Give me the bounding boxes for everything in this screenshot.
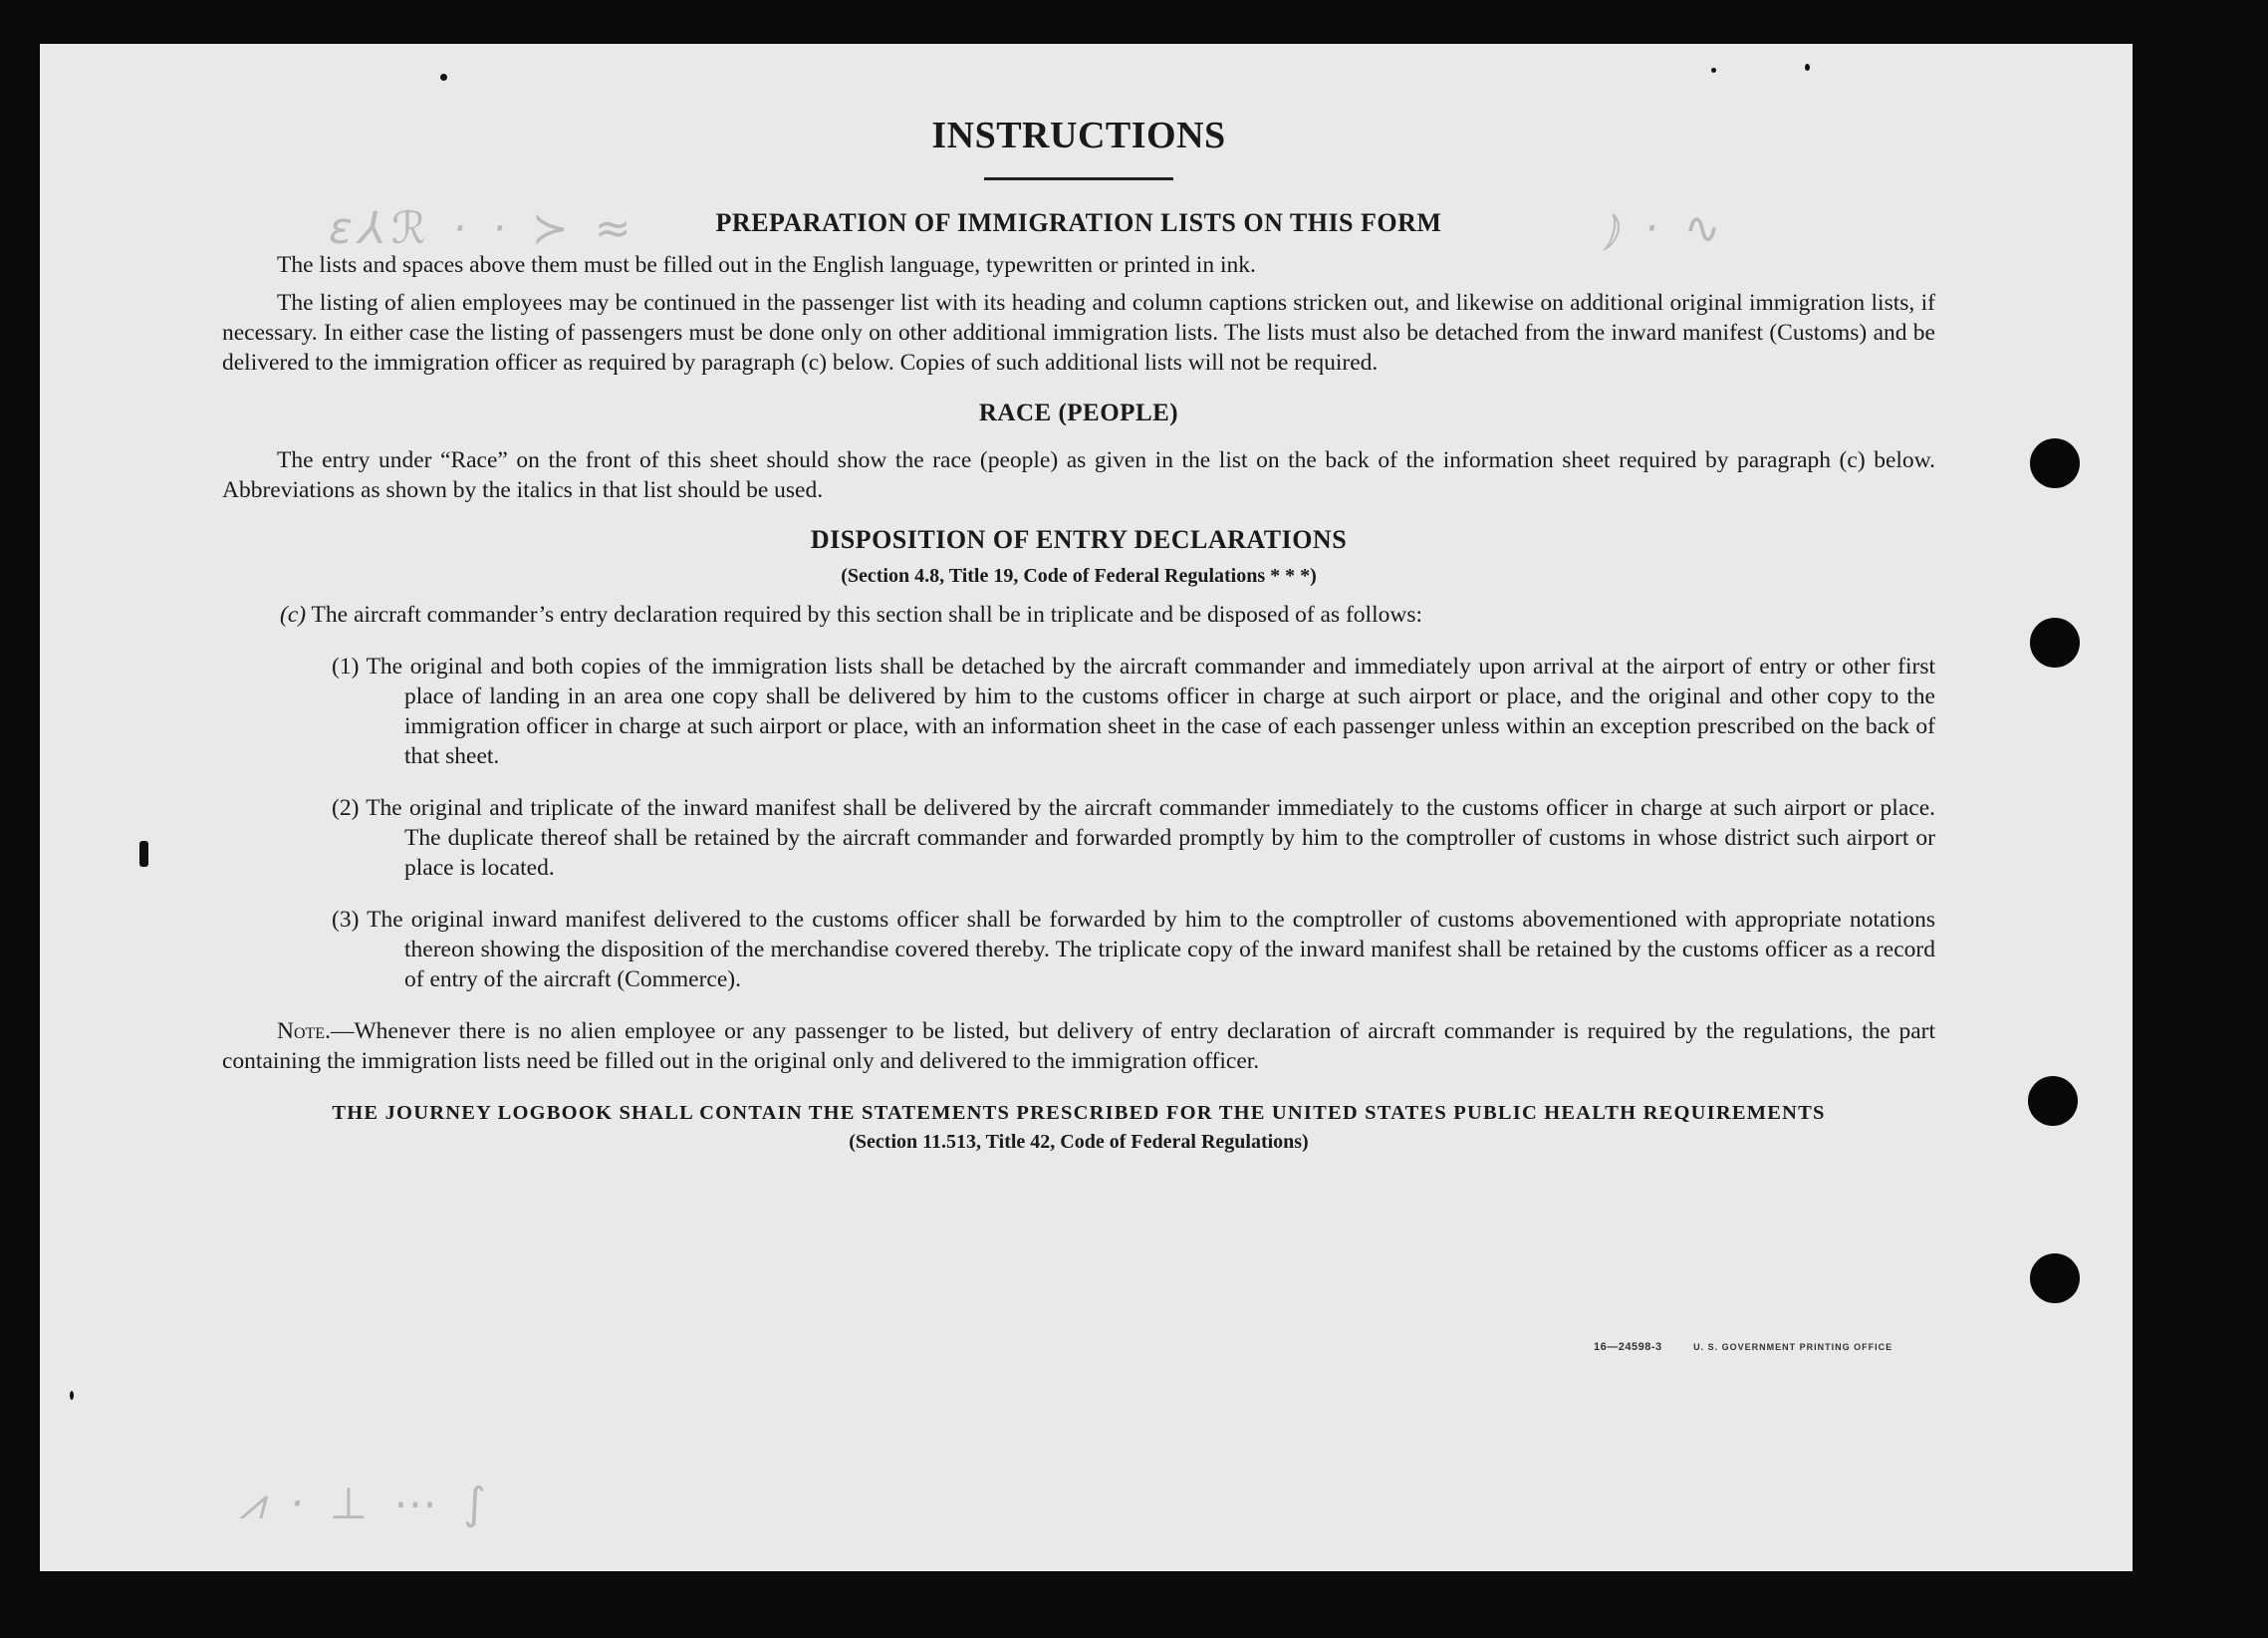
punch-hole — [2030, 618, 2080, 668]
preparation-heading: PREPARATION OF IMMIGRATION LISTS ON THIS FORM — [715, 208, 1442, 237]
punch-hole — [2028, 1076, 2078, 1126]
instructions-body — [222, 114, 1935, 1154]
note-paragraph — [222, 1016, 1935, 1076]
paragraph-c-label: (c) — [280, 602, 307, 628]
page-title: INSTRUCTIONS — [931, 115, 1226, 156]
item-label: (2) — [332, 795, 360, 821]
form-number: 16—24598-3 — [1594, 1341, 1662, 1353]
paragraph-c-text: The aircraft commander’s entry declaration required by this section shall be in triplicate and be disposed of as follows: — [311, 602, 1423, 628]
speck — [70, 1391, 74, 1400]
note-label: Note. — [277, 1018, 331, 1044]
item-label: (3) — [332, 907, 360, 933]
title-underline — [984, 177, 1173, 180]
printer-footer — [1594, 1341, 1892, 1353]
item-text: The original inward manifest delivered to the customs officer shall be forwarded by him to the comptroller of customs abovementioned with appropriate notations thereon showing the disposition of the merchandise covered thereby. The triplicate copy of the inward manifest shall be retained by the customs officer as a record of entry of the aircraft (Commerce). — [367, 907, 1935, 992]
printer-imprint: U. S. GOVERNMENT PRINTING OFFICE — [1693, 1342, 1893, 1352]
document-page — [40, 44, 2133, 1571]
list-item — [222, 793, 1935, 883]
bleed-through-mark: ⩘ · ⊥ ⋯ ∫ — [239, 1479, 492, 1529]
punch-hole — [2030, 1253, 2080, 1303]
race-paragraph: The entry under “Race” on the front of this sheet should show the race (people) as given in the list on the back of the information sheet required by paragraph (c) below. Abbreviations as shown by the italics in that list should be used. — [222, 447, 1935, 503]
speck — [1805, 64, 1810, 71]
item-text: The original and triplicate of the inward manifest shall be delivered by the aircraft commander immediately to the customs officer in charge at such airport or place. The duplicate thereof shall be retained by the aircraft commander and forwarded promptly by him to the comptroller of customs in whose district such airport or place is located. — [366, 795, 1936, 881]
speck — [1711, 68, 1716, 73]
bleed-through-mark: ⦆ · ∿ — [1604, 203, 1727, 254]
disposition-reference: (Section 4.8, Title 19, Code of Federal Regulations * * *) — [841, 565, 1317, 587]
race-heading: RACE (PEOPLE) — [978, 400, 1179, 426]
item-label: (1) — [332, 654, 360, 680]
health-reference: (Section 11.513, Title 42, Code of Federal Regulations) — [849, 1131, 1309, 1153]
item-text: The original and both copies of the immigration lists shall be detached by the aircraft commander and immediately upon arrival at the airport of entry or other first place of landing in an area one copy shall be delivered by him to the customs officer in charge at such airport or place, and the original and other copy to the immigration officer in charge at such airport or place, with an information sheet in the case of each passenger unless within an exception prescribed on the back of that sheet. — [366, 654, 1935, 769]
note-text: —Whenever there is no alien employee or any passenger to be listed, but delivery of entry declaration of aircraft commander is required by the regulations, the part containing the immigration lists need be filled out in the original only and delivered to the immigration officer. — [222, 1018, 1935, 1074]
list-item — [222, 905, 1935, 994]
paragraph-c — [222, 600, 1935, 630]
punch-hole — [2030, 438, 2080, 488]
speck — [440, 74, 447, 81]
disposition-heading: DISPOSITION OF ENTRY DECLARATIONS — [810, 525, 1348, 554]
preparation-paragraph-2: The listing of alien employees may be continued in the passenger list with its heading and column captions stricken out, and likewise on additional original immigration lists, if necessary. In either case the listing of passengers must be done only on other additional immigration lists. The lists must also be detached from the inward manifest (Customs) and be delivered to the immigration officer as required by paragraph (c) below. Copies of such additional lists will not be required. — [222, 290, 1935, 376]
list-item — [222, 652, 1935, 771]
health-statement: THE JOURNEY LOGBOOK SHALL CONTAIN THE STATEMENTS PRESCRIBED FOR THE UNITED STATES PUBLIC HEALTH REQUIREMENTS — [332, 1102, 1826, 1124]
speck — [139, 841, 148, 867]
preparation-paragraph-1: The lists and spaces above them must be filled out in the English language, typewritten or printed in ink. — [277, 252, 1256, 278]
bleed-through-mark: ɛ⅄ℛ · · ≻ ≈ — [329, 203, 637, 254]
